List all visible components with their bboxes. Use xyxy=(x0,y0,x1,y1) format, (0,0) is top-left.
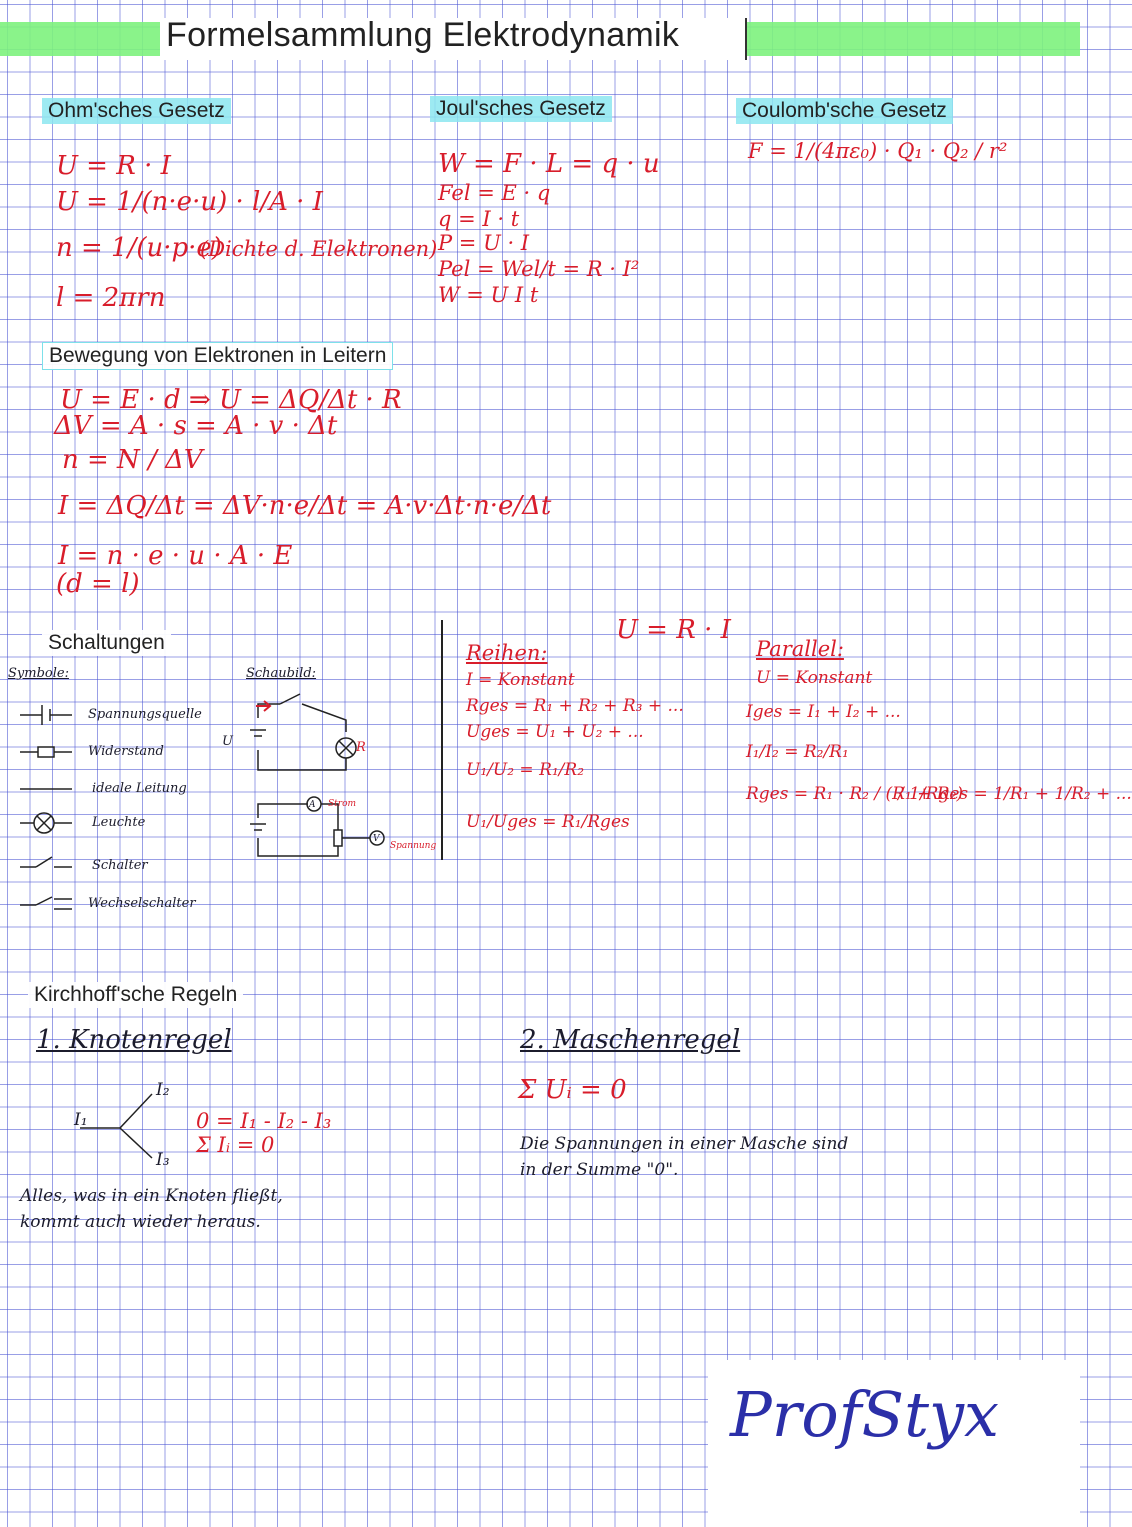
joule-line-4: P = U · I xyxy=(438,231,530,255)
joule-line-6: W = U I t xyxy=(438,283,539,307)
maschenregel-text-1: Die Spannungen in einer Masche sind xyxy=(520,1134,849,1154)
ohm-heading: Ohm'sches Gesetz xyxy=(42,98,231,124)
knotenregel-heading: 1. Knotenregel xyxy=(36,1025,232,1055)
joule-line-2: Fel = E · q xyxy=(438,181,551,205)
resistor-icon xyxy=(20,747,72,757)
symbols-label: Symbole: xyxy=(8,666,69,681)
ohm-line-1: U = R · I xyxy=(56,151,171,181)
schaltungen-heading: Schaltungen xyxy=(42,630,171,656)
symbol-label-5: Schalter xyxy=(92,858,148,873)
bewegung-line-6: (d = l) xyxy=(56,569,140,599)
ohm-line-2: U = 1/(n·e·u) · l/A · I xyxy=(56,187,323,217)
page-title: Formelsammlung Elektrodynamik xyxy=(166,16,680,54)
symbol-label-2: Widerstand xyxy=(88,744,164,759)
reihen-line-5: U₁/Uges = R₁/Rges xyxy=(466,812,630,832)
voltage-source-icon xyxy=(20,705,72,725)
schaltungen-formula: U = R · I xyxy=(616,615,731,645)
measure-circuit xyxy=(250,797,384,856)
maschenregel-formula: Σ Uᵢ = 0 xyxy=(518,1075,627,1105)
diagram-label-u: U xyxy=(222,734,233,749)
reihen-heading: Reihen: xyxy=(466,641,548,665)
ohm-line-4: l = 2πrn xyxy=(56,283,166,313)
parallel-line-3: I₁/I₂ = R₂/R₁ xyxy=(746,742,849,762)
bewegung-line-1: U = E · d ⇒ U = ΔQ/Δt · R xyxy=(60,385,402,415)
switch-icon xyxy=(20,857,72,867)
bewegung-heading: Bewegung von Elektronen in Leitern xyxy=(42,342,393,370)
parallel-heading: Parallel: xyxy=(756,637,844,661)
bewegung-line-4: I = ΔQ/Δt = ΔV·n·e/Δt = A·v·Δt·n·e/Δt xyxy=(58,491,552,521)
lamp-icon xyxy=(20,813,72,833)
bewegung-line-5: I = n · e · u · A · E xyxy=(58,541,293,571)
reihen-line-3: Uges = U₁ + U₂ + ... xyxy=(466,722,644,742)
coulomb-heading: Coulomb'sche Gesetz xyxy=(736,98,953,124)
ohm-note: (Dichte d. Elektronen) xyxy=(200,237,438,261)
diagram-label-r: R xyxy=(356,740,366,755)
diagram-label-a: A xyxy=(309,800,316,810)
joule-line-5: Pel = Wel/t = R · I² xyxy=(438,257,640,281)
coulomb-formula: F = 1/(4πε₀) · Q₁ · Q₂ / r² xyxy=(748,139,1008,163)
profstyx-logo: ProfStyx xyxy=(730,1378,1000,1451)
knotenregel-text-1: Alles, was in ein Knoten fließt, xyxy=(20,1186,283,1206)
node-label-i1: I₁ xyxy=(74,1110,88,1130)
symbol-label-1: Spannungsquelle xyxy=(88,707,202,722)
node-label-i2: I₂ xyxy=(156,1080,170,1100)
diagram-label-spannung: Spannung xyxy=(390,841,437,851)
schaubild-label: Schaubild: xyxy=(246,666,317,681)
parallel-line-4: Rges = R₁ · R₂ / (R₁ + R₂) xyxy=(746,784,964,804)
parallel-line-5: / 1/Rges = 1/R₁ + 1/R₂ + ... xyxy=(898,784,1132,804)
kirchhoff-heading: Kirchhoff'sche Regeln xyxy=(28,982,243,1008)
reihen-line-2: Rges = R₁ + R₂ + R₃ + ... xyxy=(466,696,684,716)
diagram-label-strom: Strom xyxy=(328,799,357,809)
bewegung-line-2: ΔV = A · s = A · v · Δt xyxy=(54,411,338,441)
knotenregel-text-2: kommt auch wieder heraus. xyxy=(20,1212,261,1232)
joule-line-1: W = F · L = q · u xyxy=(438,149,660,179)
knotenregel-formula-1: 0 = I₁ - I₂ - I₃ xyxy=(196,1109,332,1133)
knotenregel-formula-2: Σ Iᵢ = 0 xyxy=(196,1133,275,1157)
maschenregel-heading: 2. Maschenregel xyxy=(520,1025,741,1055)
reihen-line-1: I = Konstant xyxy=(466,670,575,690)
parallel-line-1: U = Konstant xyxy=(756,668,873,688)
divider-line xyxy=(441,620,443,860)
symbol-label-6: Wechselschalter xyxy=(88,896,196,911)
symbol-label-4: Leuchte xyxy=(92,815,146,830)
joule-line-3: q = I · t xyxy=(438,207,520,231)
symbol-icons xyxy=(10,695,90,915)
changeover-switch-icon xyxy=(20,897,72,909)
joule-heading: Joul'sches Gesetz xyxy=(430,96,612,122)
parallel-line-2: Iges = I₁ + I₂ + ... xyxy=(746,702,901,722)
maschenregel-text-2: in der Summe "0". xyxy=(520,1160,679,1180)
reihen-line-4: U₁/U₂ = R₁/R₂ xyxy=(466,760,585,780)
symbol-label-3: ideale Leitung xyxy=(92,781,187,796)
diagram-label-v: V xyxy=(373,834,380,844)
node-label-i3: I₃ xyxy=(156,1150,170,1170)
bewegung-line-3: n = N / ΔV xyxy=(62,445,203,475)
ohm-line-3: n = 1/(u·p·e) xyxy=(56,233,222,263)
